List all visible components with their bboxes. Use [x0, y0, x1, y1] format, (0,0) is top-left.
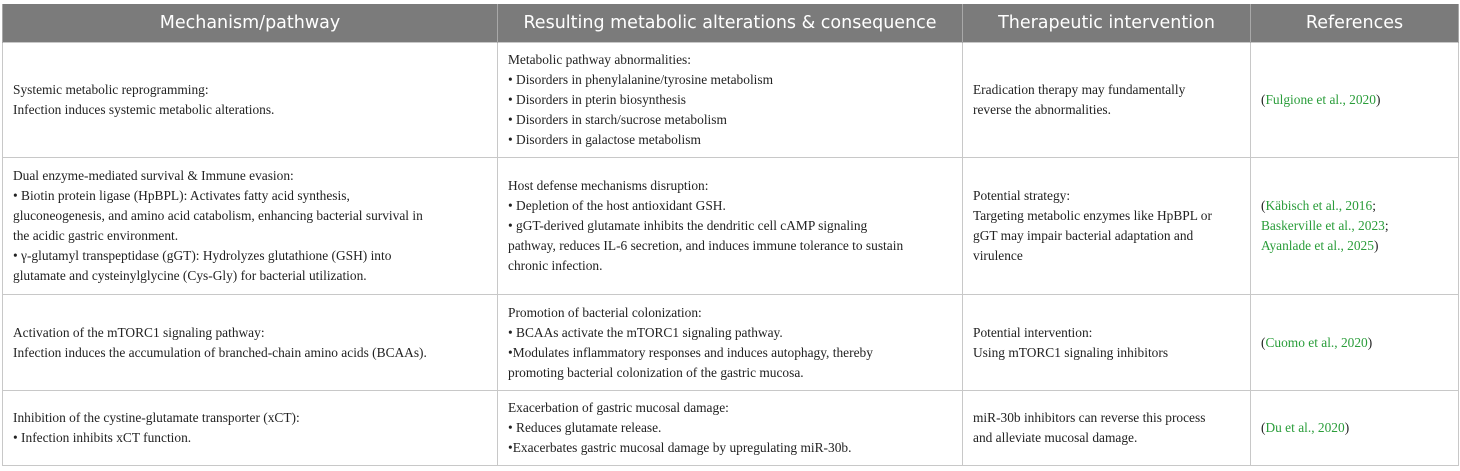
reference-suffix: ) — [1375, 92, 1381, 107]
reference-suffix: ) — [1373, 238, 1379, 253]
intervention-text: Potential intervention: — [973, 324, 1093, 340]
alterations-text: chronic infection. — [508, 258, 603, 273]
mechanism-text: • γ-glutamyl transpeptidase (gGT): Hydrolyzes glutathione (GSH) into — [13, 248, 392, 263]
reference-entry — [1261, 90, 1448, 110]
mechanism-text: Systemic metabolic reprogramming: — [13, 82, 209, 97]
mechanism-cell — [3, 391, 498, 466]
mechanism-text: • Biotin protein ligase (HpBPL): Activates fatty acid synthesis, — [13, 188, 350, 203]
header-alterations: Resulting metabolic alterations & consequence — [498, 4, 963, 43]
reference-prefix: ( — [1261, 92, 1266, 107]
table-row — [3, 43, 1459, 158]
intervention-text: Eradication therapy may fundamentally — [973, 82, 1186, 97]
alterations-text: •Modulates inflammatory responses and induces autophagy, thereby — [508, 344, 873, 360]
alterations-text: • Disorders in pterin biosynthesis — [508, 92, 687, 107]
header-row — [3, 4, 1459, 43]
alterations-text: pathway, reduces IL-6 secretion, and induces immune tolerance to sustain — [508, 238, 904, 253]
reference-suffix: ; — [1372, 198, 1376, 213]
intervention-text: Potential strategy: — [973, 188, 1071, 203]
alterations-text: • Disorders in galactose metabolism — [508, 132, 701, 147]
intervention-text: and alleviate mucosal damage. — [973, 430, 1138, 445]
intervention-cell — [963, 391, 1251, 466]
header-references: References — [1251, 4, 1459, 43]
alterations-text: • BCAAs activate the mTORC1 signaling pathway. — [508, 324, 783, 340]
alterations-cell — [498, 391, 963, 466]
mechanism-text: Infection induces systemic metabolic alterations. — [13, 102, 275, 117]
intervention-text: gGT may impair bacterial adaptation and — [973, 228, 1194, 243]
reference-suffix: ; — [1384, 218, 1389, 233]
references-cell — [1251, 295, 1459, 391]
reference-suffix: ) — [1367, 334, 1373, 350]
alterations-text: • Reduces glutamate release. — [508, 420, 662, 435]
alterations-text: Promotion of bacterial colonization: — [508, 304, 702, 320]
header-intervention: Therapeutic intervention — [963, 4, 1251, 43]
reference-entry — [1261, 418, 1448, 438]
intervention-text: virulence — [973, 248, 1023, 263]
reference-link[interactable]: Du et al., 2020 — [1265, 420, 1345, 435]
intervention-cell — [963, 43, 1251, 158]
table-row — [3, 295, 1459, 391]
header-mechanism: Mechanism/pathway — [3, 4, 498, 43]
alterations-text: promoting bacterial colonization of the gastric mucosa. — [508, 364, 804, 380]
summary-table — [2, 4, 1459, 466]
references-cell — [1251, 391, 1459, 466]
mechanism-text: Infection induces the accumulation of branched-chain amino acids (BCAAs). — [13, 344, 427, 360]
reference-entry — [1261, 196, 1448, 216]
reference-entry — [1261, 216, 1448, 236]
intervention-text: Using mTORC1 signaling inhibitors — [973, 344, 1169, 360]
reference-suffix: ) — [1344, 420, 1350, 435]
mechanism-text: the acidic gastric environment. — [13, 228, 179, 243]
mechanism-text: Activation of the mTORC1 signaling pathway: — [13, 324, 265, 340]
reference-link[interactable]: Baskerville et al., 2023 — [1261, 218, 1385, 233]
references-cell — [1251, 43, 1459, 158]
mechanism-text: Dual enzyme-mediated survival & Immune evasion: — [13, 168, 294, 183]
mechanism-text: Inhibition of the cystine-glutamate transporter (xCT): — [13, 410, 300, 425]
table-row — [3, 391, 1459, 466]
alterations-text: Host defense mechanisms disruption: — [508, 178, 709, 193]
alterations-cell — [498, 158, 963, 295]
intervention-text: Targeting metabolic enzymes like HpBPL or — [973, 208, 1212, 223]
alterations-text: Exacerbation of gastric mucosal damage: — [508, 400, 729, 415]
reference-entry — [1261, 333, 1448, 353]
alterations-cell — [498, 295, 963, 391]
mechanism-text: • Infection inhibits xCT function. — [13, 430, 192, 445]
alterations-cell — [498, 43, 963, 158]
alterations-text: • Disorders in phenylalanine/tyrosine metabolism — [508, 72, 774, 87]
mechanism-cell — [3, 43, 498, 158]
intervention-text: miR-30b inhibitors can reverse this process — [973, 410, 1206, 425]
reference-prefix: ( — [1261, 420, 1266, 435]
mechanism-text: glutamate and cysteinylglycine (Cys-Gly) for bacterial utilization. — [13, 268, 367, 283]
reference-link[interactable]: Ayanlade et al., 2025 — [1261, 238, 1374, 253]
alterations-text: • Depletion of the host antioxidant GSH. — [508, 198, 726, 213]
intervention-text: reverse the abnormalities. — [973, 102, 1111, 117]
alterations-text: • gGT-derived glutamate inhibits the dendritic cell cAMP signaling — [508, 218, 868, 233]
intervention-cell — [963, 295, 1251, 391]
references-cell — [1251, 158, 1459, 295]
table-row — [3, 158, 1459, 295]
reference-link[interactable]: Cuomo et al., 2020 — [1265, 334, 1368, 350]
reference-prefix: ( — [1261, 198, 1266, 213]
reference-link[interactable]: Fulgione et al., 2020 — [1265, 92, 1376, 107]
alterations-text: Metabolic pathway abnormalities: — [508, 52, 691, 67]
alterations-text: •Exacerbates gastric mucosal damage by upregulating miR-30b. — [508, 440, 852, 455]
mechanism-text: gluconeogenesis, and amino acid catabolism, enhancing bacterial survival in — [13, 208, 423, 223]
intervention-cell — [963, 158, 1251, 295]
reference-entry — [1261, 236, 1448, 256]
alterations-text: • Disorders in starch/sucrose metabolism — [508, 112, 727, 127]
reference-link[interactable]: Käbisch et al., 2016 — [1265, 198, 1373, 213]
mechanism-cell — [3, 295, 498, 391]
reference-prefix: ( — [1261, 334, 1266, 350]
mechanism-cell — [3, 158, 498, 295]
